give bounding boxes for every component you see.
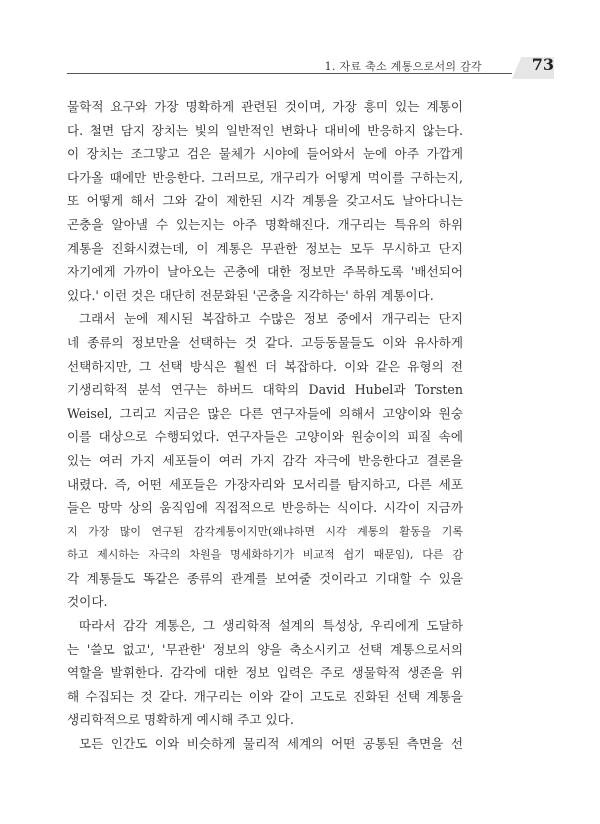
text-line: 지 가장 많이 연구된 감각계통이지만(왜냐하면 시각 계통의 활동을 기록 <box>67 524 463 538</box>
text-line: 해 수집되는 것 같다. 개구리는 이와 같이 고도로 진화된 선택 계통을 <box>67 688 463 704</box>
text-line: 생리학적으로 명확하게 예시해 주고 있다. <box>67 712 294 728</box>
text-line: 자기에게 가까이 날아오는 곤충에 대한 정보만 주목하도록 '배선되어 <box>67 264 463 280</box>
text-line: 것이다. <box>67 594 108 610</box>
text-line: 물학적 요구와 가장 명확하게 관련된 것이며, 가장 흥미 있는 계통이 <box>67 99 463 114</box>
text-line: 역할을 발휘한다. 감각에 대한 정보 입력은 주로 생물학적 생존을 위 <box>67 665 463 681</box>
text-line: 그래서 눈에 제시된 복잡하고 수많은 정보 중에서 개구리는 단지 <box>79 311 463 327</box>
page-number: 73 <box>531 55 554 74</box>
text-line: 다. 철면 담지 장치는 빛의 일반적인 변화나 대비에 반응하지 않는다. <box>67 122 463 138</box>
text-line: 선택하지만, 그 선택 방식은 훨씬 더 복잡하다. 이와 같은 유형의 전 <box>67 358 463 374</box>
running-header: 1. 자료 축소 계통으로서의 감각 <box>324 60 482 73</box>
text-line: 각 계통들도 똑같은 종류의 관계를 보여줄 것이라고 기대할 수 있을 <box>67 570 463 586</box>
body-text <box>67 95 463 756</box>
text-line: 이 장치는 조그맣고 검은 물체가 시야에 들어와서 눈에 아주 가깝게 <box>67 146 463 162</box>
text-line: 곤충을 알아낼 수 있는지는 아주 명확해진다. 개구리는 특유의 하위 <box>67 216 463 232</box>
text-line: 있다.' 이런 것은 대단히 전문화된 '곤충을 지각하는' 하위 계통이다. <box>67 287 434 303</box>
text-line: 있는 여러 가지 세포들이 여러 가지 감각 자극에 반응한다고 결론을 <box>67 452 463 468</box>
header-rule <box>67 73 512 74</box>
text-line: 모든 인간도 이와 비슷하게 물리적 세계의 어떤 공통된 측면을 선 <box>79 736 463 752</box>
text-line: 는 '쓸모 없고', '무관한' 정보의 양을 축소시키고 선택 계통으로서의 <box>67 641 463 657</box>
text-line: 다가올 때에만 반응한다. 그러므로, 개구리가 어떻게 먹이를 구하는지, <box>67 169 463 185</box>
text-line: 들은 망막 상의 움직임에 직접적으로 반응하는 식이다. 시각이 지금까 <box>67 500 463 516</box>
text-line: Weisel, 그리고 지금은 많은 다른 연구자들에 의해서 고양이와 원숭 <box>67 405 463 421</box>
text-line: 이를 대상으로 수행되었다. 연구자들은 고양이와 원숭이의 피질 속에 <box>67 429 463 445</box>
text-line: 기생리학적 분석 연구는 하버드 대학의 David Hubel과 Torsten <box>67 382 463 398</box>
text-line: 하고 제시하는 자극의 차원을 명세화하기가 비교적 쉽기 때문임), 다른 감 <box>67 548 463 562</box>
text-line: 네 종류의 정보만을 선택하는 것 같다. 고등동물들도 이와 유사하게 <box>67 334 463 350</box>
text-line: 따라서 감각 계통은, 그 생리학적 설계의 특성상, 우리에게 도달하 <box>79 618 463 634</box>
text-line: 또 어떻게 해서 그와 같이 제한된 시각 계통을 갖고서도 날아다니는 <box>67 193 463 209</box>
text-line: 계통을 진화시켰는데, 이 계통은 무관한 정보는 모두 무시하고 단지 <box>67 240 463 256</box>
text-line: 내렸다. 즉, 어떤 세포들은 가장자리와 모서리를 탐지하고, 다른 세포 <box>67 476 463 492</box>
